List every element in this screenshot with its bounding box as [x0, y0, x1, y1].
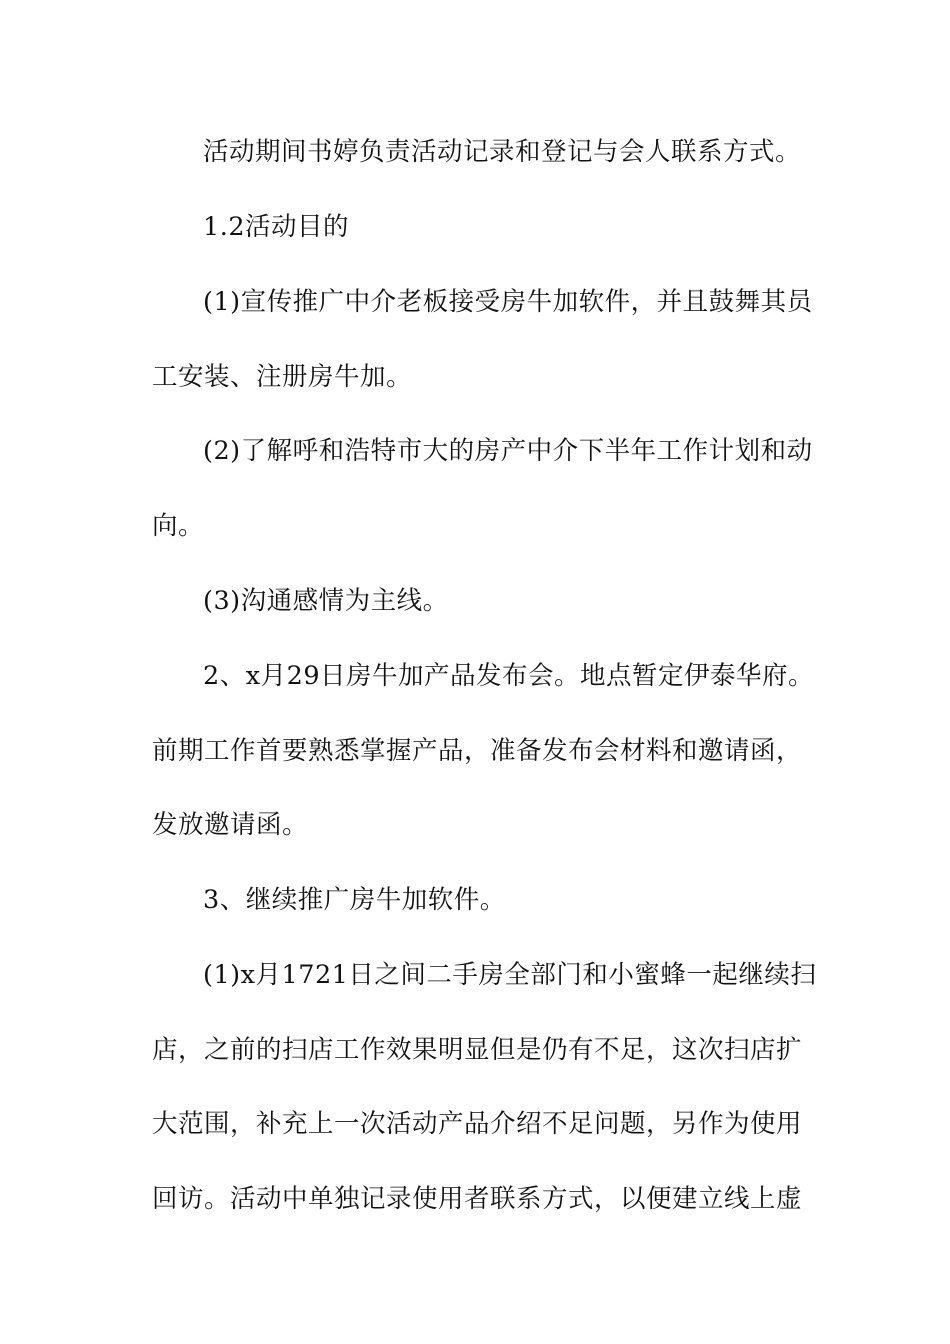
paragraph-line: 发放邀请函。 [152, 810, 309, 840]
paragraph-line: (3)沟通感情为主线。 [203, 586, 449, 616]
paragraph-line: 3、继续推广房牛加软件。 [203, 885, 506, 915]
paragraph-line: 店，之前的扫店工作效果明显但是仍有不足，这次扫店扩 [152, 1035, 803, 1065]
paragraph-line: 向。 [152, 511, 205, 541]
paragraph-line: 活动期间书婷负责活动记录和登记与会人联系方式。 [203, 137, 802, 167]
paragraph-line: 2、x月29日房牛加产品发布会。地点暂定伊泰华府。 [203, 661, 815, 691]
paragraph-line: 前期工作首要熟悉掌握产品，准备发布会材料和邀请函， [152, 736, 803, 766]
paragraph-line: (2)了解呼和浩特市大的房产中介下半年工作计划和动 [203, 436, 813, 466]
paragraph-line: (1)宣传推广中介老板接受房牛加软件，并且鼓舞其员 [203, 287, 813, 317]
paragraph-line: 工安装、注册房牛加。 [152, 362, 413, 392]
paragraph-line: 大范围，补充上一次活动产品介绍不足问题，另作为使用 [152, 1109, 803, 1139]
section-heading: 1.2活动目的 [203, 212, 350, 242]
paragraph-line: (1)x月1721日之间二手房全部门和小蜜蜂一起继续扫 [203, 960, 817, 990]
paragraph-line: 回访。活动中单独记录使用者联系方式，以便建立线上虚 [152, 1184, 803, 1214]
